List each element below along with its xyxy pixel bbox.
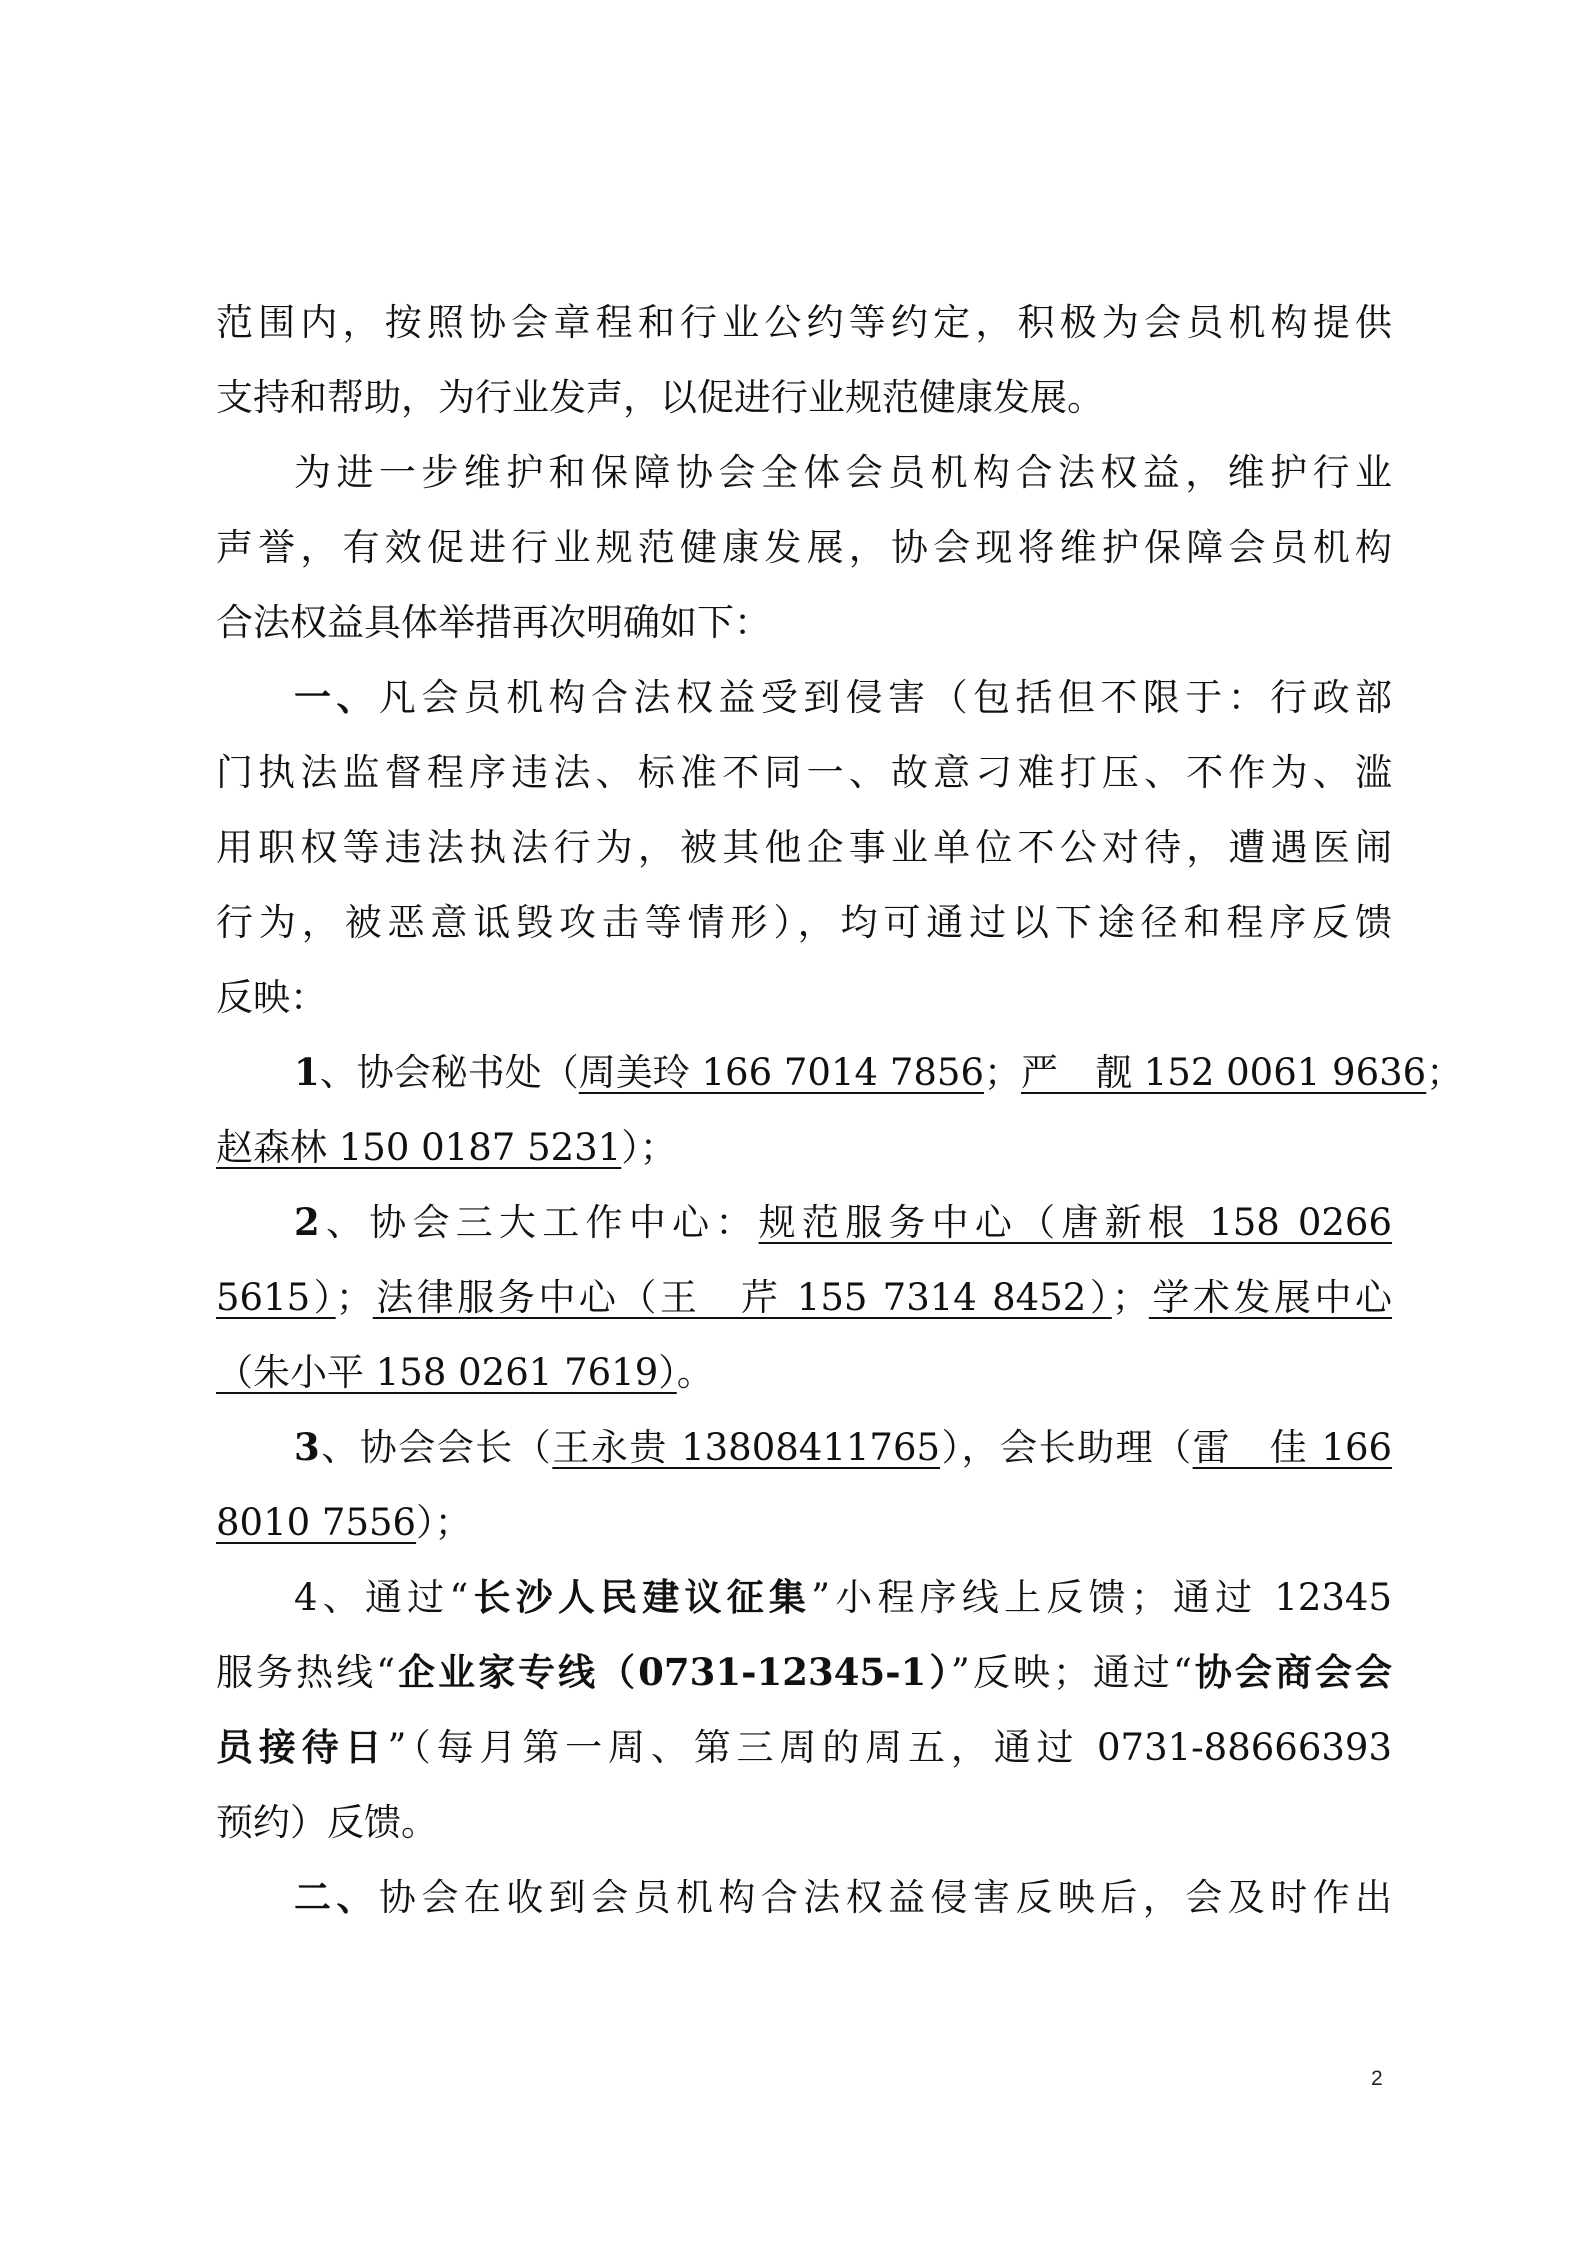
intro-line-1: 范围内，按照协会章程和行业公约等约定，积极为会员机构提供 bbox=[216, 301, 1392, 344]
item-2-line-3: （朱小平 158 0261 7619）。 bbox=[216, 1351, 714, 1394]
center-academic-contact: （朱小平 158 0261 7619） bbox=[216, 1351, 677, 1394]
center-standards-contact: 规范服务中心（唐新根 158 0266 bbox=[758, 1201, 1392, 1244]
section-1-heading: 一、 bbox=[294, 675, 379, 719]
item-1-line-1: 1、协会秘书处（周美玲 166 7014 7856；严 靓 152 0061 9636； bbox=[294, 1050, 1464, 1094]
section-1-line-1: 一、凡会员机构合法权益受到侵害（包括但不限于：行政部 bbox=[294, 675, 1393, 719]
center-legal-contact: 法律服务中心（王 芹 155 7314 8452） bbox=[372, 1276, 1112, 1319]
contact-secretary-3: 赵森林 150 0187 5231 bbox=[216, 1126, 622, 1169]
member-reception-day-cont: 员接待日 bbox=[216, 1725, 388, 1769]
intro-line-2: 支持和帮助，为行业发声，以促进行业规范健康发展。 bbox=[216, 376, 1104, 419]
item-3-line-1: 3、协会会长（王永贵 13808411765），会长助理（雷 佳 166 bbox=[294, 1425, 1393, 1469]
purpose-line-3: 合法权益具体举措再次明确如下： bbox=[216, 601, 771, 644]
center-standards-contact-cont: 5615） bbox=[216, 1276, 336, 1319]
item-2-line-1: 2、协会三大工作中心：规范服务中心（唐新根 158 0266 bbox=[294, 1200, 1392, 1244]
item-4-line-2: 服务热线“企业家专线（0731-12345-1）”反映；通过“协会商会会 bbox=[216, 1650, 1392, 1694]
purpose-line-1: 为进一步维护和保障协会全体会员机构合法权益，维护行业 bbox=[294, 451, 1392, 494]
item-3-number: 3 bbox=[294, 1425, 320, 1469]
item-4-line-3: 员接待日”（每月第一周、第三周的周五，通过 0731-88666393 bbox=[216, 1725, 1393, 1769]
item-4-line-1: 4、通过“长沙人民建议征集”小程序线上反馈；通过 12345 bbox=[294, 1575, 1392, 1619]
suggestion-program-name: 长沙人民建议征集 bbox=[468, 1575, 812, 1619]
section-1-line-5: 反映： bbox=[216, 976, 327, 1019]
item-1-line-2: 赵森林 150 0187 5231）； bbox=[216, 1126, 677, 1169]
entrepreneur-hotline: 企业家专线（0731-12345-1） bbox=[395, 1650, 951, 1694]
member-reception-day: 协会商会会 bbox=[1191, 1650, 1392, 1694]
section-1-line-4: 行为，被恶意诋毁攻击等情形），均可通过以下途径和程序反馈 bbox=[216, 901, 1392, 944]
contact-secretary-1: 周美玲 166 7014 7856 bbox=[578, 1051, 984, 1094]
section-1-line-3: 用职权等违法执法行为，被其他企事业单位不公对待，遭遇医闹 bbox=[216, 826, 1392, 869]
section-2-line-1: 二、协会在收到会员机构合法权益侵害反映后，会及时作出 bbox=[294, 1875, 1393, 1919]
section-1-line-2: 门执法监督程序违法、标准不同一、故意刁难打压、不作为、滥 bbox=[216, 751, 1392, 794]
item-1-number: 1 bbox=[294, 1050, 320, 1094]
page-number: 2 bbox=[1371, 2067, 1383, 2090]
purpose-line-2: 声誉，有效促进行业规范健康发展，协会现将维护保障会员机构 bbox=[216, 526, 1392, 569]
contact-secretary-2: 严 靓 152 0061 9636 bbox=[1020, 1051, 1427, 1094]
center-academic-title: 学术发展中心 bbox=[1148, 1276, 1392, 1319]
item-3-line-2: 8010 7556）； bbox=[216, 1501, 472, 1544]
item-2-number: 2 bbox=[294, 1200, 320, 1244]
item-4-line-4: 预约）反馈。 bbox=[216, 1801, 438, 1844]
item-2-line-2: 5615）；法律服务中心（王 芹 155 7314 8452）；学术发展中心 bbox=[216, 1276, 1392, 1319]
document-body bbox=[216, 285, 1464, 1935]
contact-assistant: 雷 佳 166 bbox=[1192, 1426, 1393, 1469]
contact-assistant-cont: 8010 7556 bbox=[216, 1501, 417, 1544]
contact-president: 王永贵 13808411765 bbox=[552, 1426, 941, 1469]
section-2-heading: 二、 bbox=[294, 1875, 379, 1919]
